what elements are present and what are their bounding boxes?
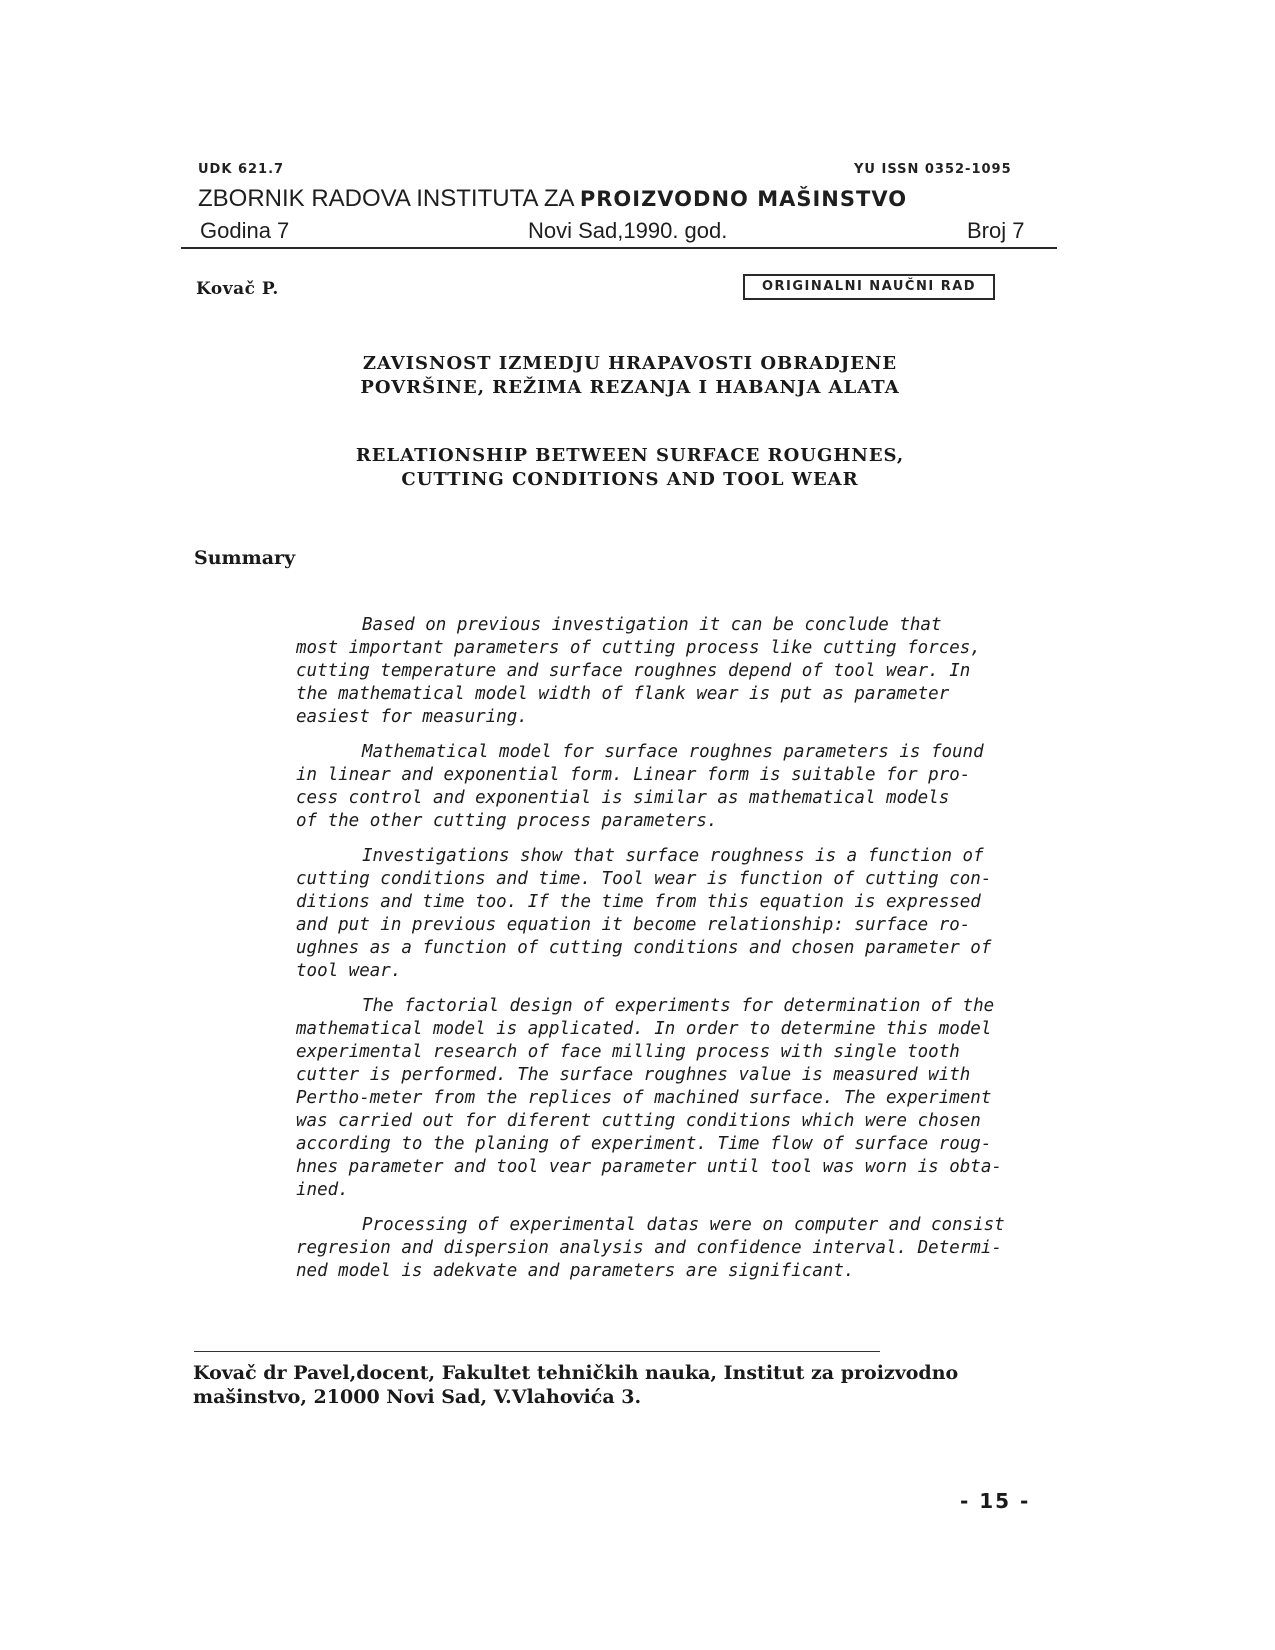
issue-number: Broj 7 <box>967 218 1025 243</box>
journal-title <box>198 185 907 213</box>
footnote-rule <box>194 1351 880 1352</box>
volume-year: Godina 7 <box>200 218 290 243</box>
journal-title-plain: ZBORNIK RADOVA INSTITUTA ZA <box>198 185 580 212</box>
header-rule <box>181 247 1057 249</box>
summary-body <box>296 614 1084 1295</box>
summary-paragraph: Based on previous investigation it can be conclude that most important parameters of cutting process like cutting forces, cutting temperature and surface roughnes depend of tool wear. In the mathematical model width of flank wear is put as parameter easiest for measuring. <box>296 615 981 727</box>
summary-heading: Summary <box>194 547 296 569</box>
place-date: Novi Sad,1990. god. <box>528 218 728 243</box>
title-english <box>230 444 1030 492</box>
summary-paragraph: Mathematical model for surface roughnes parameters is found in linear and exponential form. Linear form is suitable for pro- cess control and exponential is similar as mathematical models of the other cutting process parameters. <box>296 742 984 831</box>
category-badge: ORIGINALNI NAUČNI RAD <box>743 274 995 300</box>
summary-paragraph: The factorial design of experiments for determination of the mathematical model is applicated. In order to determine this model experimental research of face milling process with single tooth cutter is performed. The surface roughnes value is measured with Pertho-meter from the replices of machined surface. The experiment was carried out for diferent cutting conditions which were chosen according to the planing of experiment. Time flow of surface roug- hnes parameter and tool vear parameter until tool was worn is obta- ined. <box>296 996 1002 1200</box>
udk-code: UDK 621.7 <box>198 162 285 177</box>
title-english-line1: RELATIONSHIP BETWEEN SURFACE ROUGHNES, <box>355 445 905 466</box>
author-affiliation-footnote <box>193 1361 1073 1409</box>
footnote-line2: mašinstvo, 21000 Novi Sad, V.Vlahovića 3. <box>193 1386 642 1408</box>
title-serbian-line1: ZAVISNOST IZMEDJU HRAPAVOSTI OBRADJENE <box>362 353 898 374</box>
title-english-line2: CUTTING CONDITIONS AND TOOL WEAR <box>401 469 859 490</box>
title-serbian <box>230 352 1030 400</box>
page-number: - 15 - <box>960 1489 1031 1513</box>
author: Kovač P. <box>196 279 279 299</box>
title-serbian-line2: POVRŠINE, REŽIMA REZANJA I HABANJA ALATA <box>360 377 900 398</box>
summary-paragraph: Investigations show that surface roughness is a function of cutting conditions and time. Tool wear is function of cutting con- ditions and time too. If the time from this equation is expressed and put in previous equation it become relationship: surface ro- ughnes as a function of cutting conditions and chosen parameter of tool wear. <box>296 846 992 981</box>
footnote-line1: Kovač dr Pavel,docent, Fakultet tehničkih nauka, Institut za proizvodno <box>193 1362 959 1384</box>
journal-title-bold: PROIZVODNO MAŠINSTVO <box>579 187 908 211</box>
issn-code: YU ISSN 0352-1095 <box>854 162 1012 177</box>
summary-paragraph: Processing of experimental datas were on computer and consist regresion and dispersion analysis and confidence interval. Determi- ned model is adekvate and parameters are significant. <box>296 1215 1005 1281</box>
